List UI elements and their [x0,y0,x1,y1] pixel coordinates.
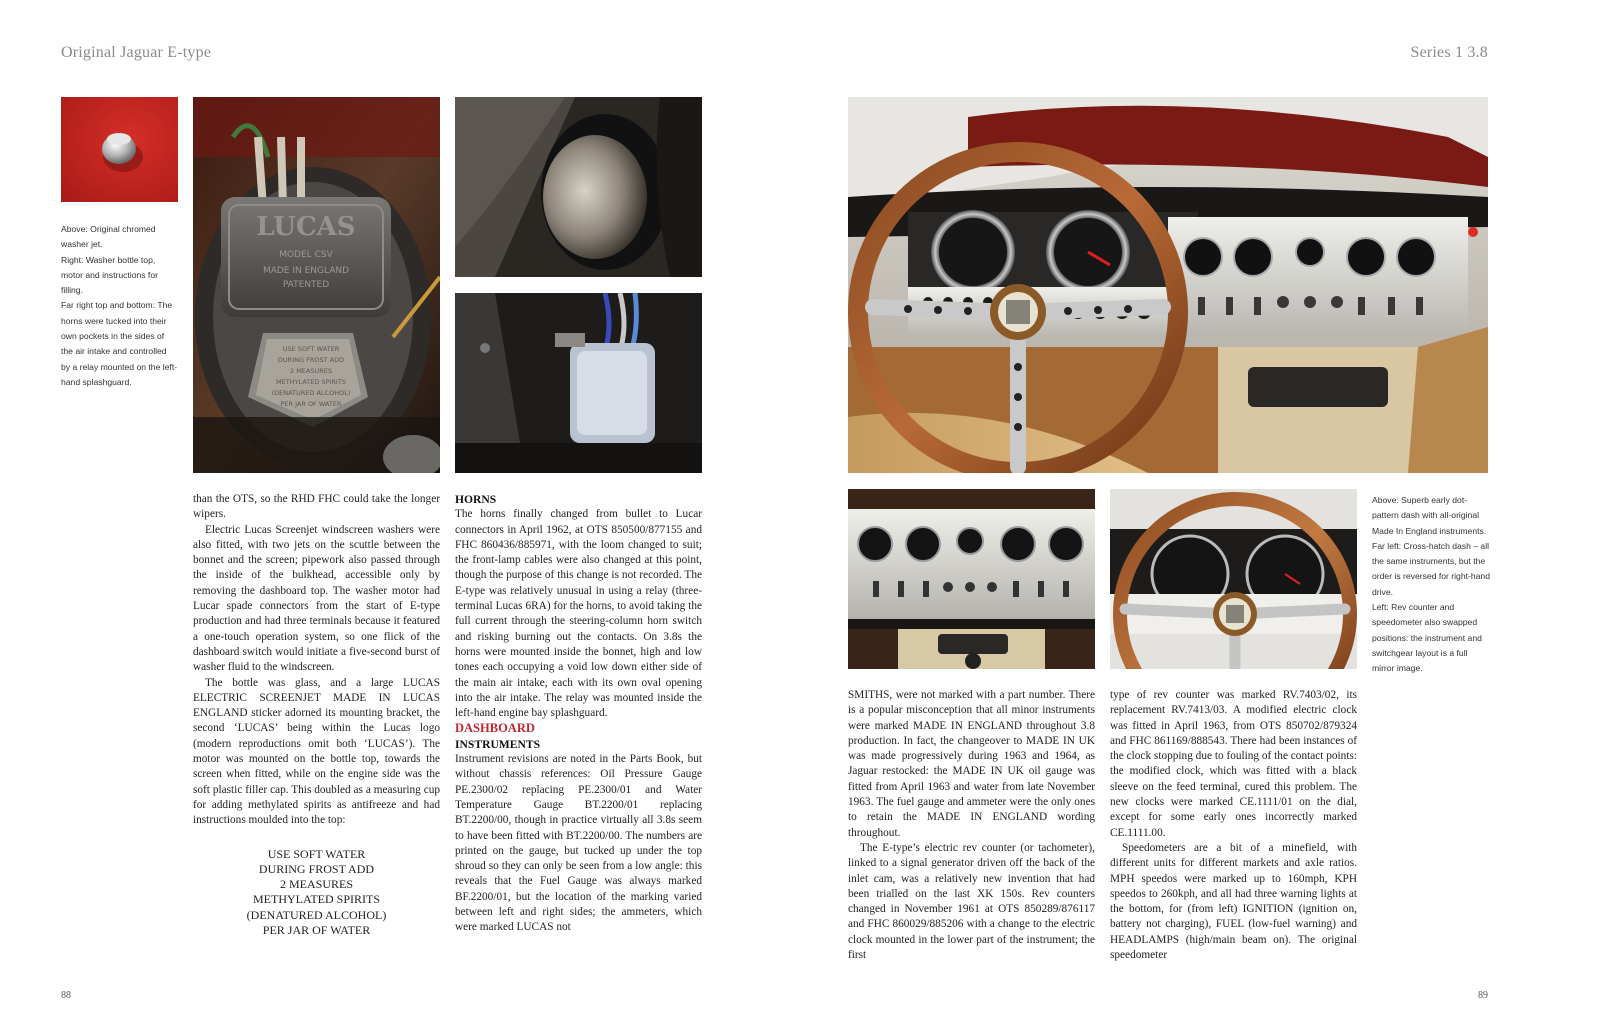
instruction-line: 2 MEASURES [279,877,353,892]
caption-right-line: Left: Rev counter and speedometer also swapped positions: the instrument and switchgear layout is a full mirror image. [1372,602,1482,674]
caption-right-line: Far left: Cross-hatch dash – all the same instruments, but the order is reversed for right-hand drive. [1372,540,1490,597]
photo-plate-line: 2 MEASURES [290,367,332,375]
photo-text-lucas-made: MADE IN ENGLAND [262,266,350,276]
body-paragraph: Electric Lucas Screenjet windscreen washers were also fitted, with two jets on the scuttle between the bonnet and the screen; pipework also passed through the inside of the bulkhead, accessible only by removing the dashboard top. The washer motor had Lucar spade connectors from the start of E-type production and had three terminals because it featured a one-touch operation system, so one flick of the dashboard switch would initiate a five-second burst of washer fluid to the windscreen. [193,523,440,674]
photo-text-lucas-patented: PATENTED [282,280,330,290]
instruction-line: METHYLATED SPIRITS [252,892,380,907]
photo-text-lucas: LUCAS [256,212,356,242]
caption-right-line: Above: Superb early dot-pattern dash with all-original Made In England instruments. [1372,495,1487,536]
body-paragraph: Instrument revisions are noted in the Parts Book, but without chassis references: Oil Pressure Gauge PE.2300/02 replacing PE.2300/01 and Water Temperature Gauge BT.2200/01 replacing BT.2200/00, though in practice virtually all 3.8s seem to have been fitted with BT.2200/00. The numbers are printed on the gauge, but tucked up under the top shroud so they can only be seen from a low angle: this reveals that the Fuel Gauge was always marked BF.2200/01, but the location of the marking varied between left and right sides; the ammeters, which were marked LUCAS not [455,753,702,934]
photo-plate-line: PER JAR OF WATER [280,400,342,408]
photo-washer-bottle-top [193,97,440,473]
body-paragraph: The horns finally changed from bullet to Lucar connectors in April 1962, at OTS 850500/877155 and FHC 860436/885971, with the loom changed to suit; the front-lamp cables were also changed at this point, though the purpose of this change is not recorded. The E-type was relatively unusual in using a relay (three-terminal Lucas 6RA) for the horns, to avoid taking the full current through the steering-column horn switch and risking burning out the contacts. On 3.8s the horns were mounted inside the bonnet, high and low tones each occupying a void low down either side of the main air intake, each with its own oval opening into the air intake. The relay was mounted inside the left-hand engine bay splashguard. [455,508,702,720]
caption-left [61,222,178,390]
caption-right [1372,493,1490,677]
running-head-right: Series 1 3.8 [1410,44,1488,61]
caption-left-line: Far right top and bottom: The horns were tucked into their own pockets in the sides of the air intake and controlled by a relay mounted on the left-hand splashguard. [61,300,178,387]
text-column-3 [848,688,1095,963]
body-paragraph: The E-type’s electric rev counter (or tachometer), linked to a signal generator driven off the back of the inlet cam, was a relatively new invention that had been trialled on the last XK 150s. Rev counters changed in November 1961 at OTS 850289/876117 and FHC 860029/885206 with a change to the electric clock mounted in the lower part of the instrument; the first [848,841,1095,962]
body-paragraph: Speedometers are a bit of a minefield, with different units for different markets and axle ratios. MPH speedos were marked up to 160mph, KPH speedos to 260kph, and all had three warning lights at the bottom, for (from left) IGNITION (ignition on, battery not charging), FUEL (low-fuel warning) and HEADLAMPS (high/main beam on). The original speedometer [1110,841,1357,962]
heading-horns: HORNS [455,493,497,506]
heading-instruments: INSTRUMENTS [455,737,541,751]
page-number-right: 89 [1478,990,1488,1001]
photo-washer-jet [61,97,178,202]
photo-horn-relay [455,293,702,473]
body-paragraph: type of rev counter was marked RV.7403/02, its replacement RV.7413/03. A modified electric clock was fitted in April 1963, from OTS 850702/879324 and FHC 861169/888543. There had been instances of the clock stopping due to fouling of the contact points: the modified clock, which was fitted with a black sleeve on the feed terminal, cured this problem. The new clocks were marked CE.1111/01 on the dial, except for some early ones incorrectly marked CE.1111.00. [1110,689,1357,839]
body-paragraph: than the OTS, so the RHD FHC could take the longer wipers. [193,493,440,521]
body-paragraph: The bottle was glass, and a large LUCAS ELECTRIC SCREENJET MADE IN LUCAS ENGLAND sticker adorned its mounting bracket, the second ‘LUCAS’ being within the Lucas logo (modern reproductions omit both ‘LUCAS’). The motor was mounted on the bottle top, towards the screen when fitted, while on the engine side was the soft plastic filler cap. This doubled as a measuring cup for adding methylated spirits as antifreeze and had instructions moulded into the top: [193,676,440,827]
photo-plate-line: METHYLATED SPIRITS [276,378,346,386]
text-column-2 [455,492,702,936]
photo-text-lucas-model: MODEL CSV [279,250,333,260]
photo-plate-line: USE SOFT WATER [282,345,340,353]
text-column-1 [193,492,440,938]
filler-cap-instructions [193,847,440,939]
photo-dot-pattern-dashboard [848,97,1488,473]
photo-cross-hatch-dash [848,489,1095,669]
caption-left-line: Above: Original chromed washer jet. [61,224,156,250]
photo-plate-line: DURING FROST ADD [277,356,345,364]
heading-dashboard: DASHBOARD [455,721,535,736]
page-number-left: 88 [61,990,71,1001]
photo-horn-top [455,97,702,277]
caption-left-line: Right: Washer bottle top, motor and instructions for filling. [61,254,158,296]
running-head-left: Original Jaguar E-type [61,44,212,61]
instruction-line: USE SOFT WATER [267,846,366,861]
photo-plate-line: (DENATURED ALCOHOL) [271,389,351,397]
body-paragraph: SMITHS, were not marked with a part number. There is a popular misconception that all minor instruments were marked MADE IN ENGLAND throughout 3.8 production. In fact, the changeover to MADE IN UK was made progressively during 1963 and 1964, as Jaguar restocked: the MADE IN UK oil gauge was fitted from April 1963 and water from late November 1963. The fuel gauge and ammeter were the only ones to retain the MADE IN ENGLAND wording throughout. [848,689,1095,839]
instruction-line: PER JAR OF WATER [262,923,371,938]
photo-steering-wheel-instruments [1110,489,1357,669]
instruction-line: DURING FROST ADD [258,861,375,876]
instruction-line: (DENATURED ALCOHOL) [246,907,387,922]
text-column-4 [1110,688,1357,963]
